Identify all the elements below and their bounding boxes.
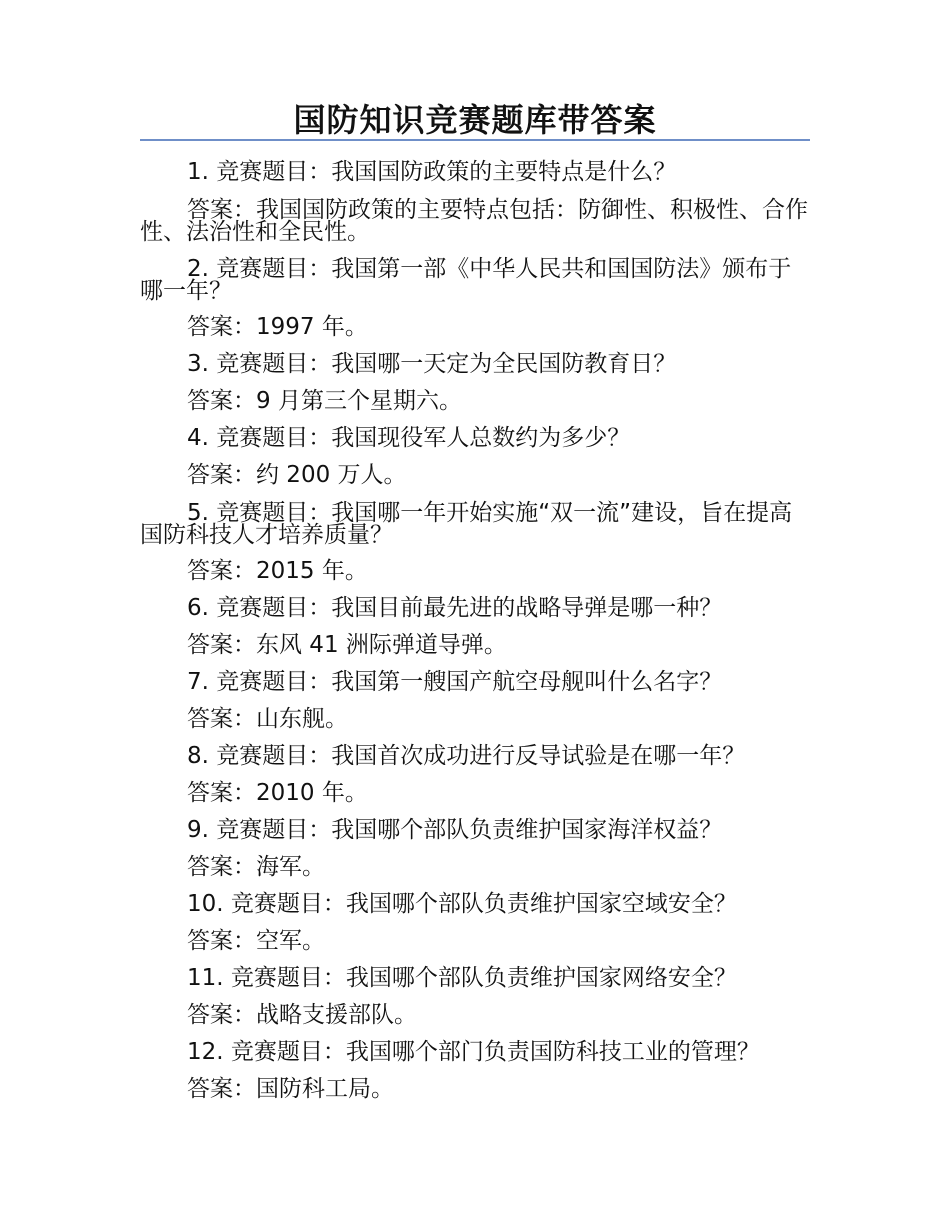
question-10: 10. 竞赛题目：我国哪个部队负责维护国家空域安全？ [187,891,737,917]
answer-7: 答案：山东舰。 [187,706,348,732]
question-3: 3. 竞赛题目：我国哪一天定为全民国防教育日？ [187,351,677,377]
document-title: 国防知识竞赛题库带答案 [293,101,657,139]
answer-12: 答案：国防科工局。 [187,1076,394,1102]
question-9: 9. 竞赛题目：我国哪个部队负责维护国家海洋权益？ [187,817,723,843]
answer-4: 答案：约 200 万人。 [187,462,407,488]
question-7: 7. 竞赛题目：我国第一艘国产航空母舰叫什么名字？ [187,669,723,695]
answer-10: 答案：空军。 [187,928,325,954]
answer-3: 答案：9 月第三个星期六。 [187,388,462,414]
question-5: 5. 竞赛题目：我国哪一年开始实施“双一流”建设，旨在提高国防科技人才培养质量？ [140,500,793,548]
question-8: 8. 竞赛题目：我国首次成功进行反导试验是在哪一年？ [187,743,746,769]
qa-list [140,154,810,1108]
question-2: 2. 竞赛题目：我国第一部《中华人民共和国国防法》颁布于哪一年？ [140,256,792,304]
question-1: 1. 竞赛题目：我国国防政策的主要特点是什么？ [187,159,677,185]
question-11: 11. 竞赛题目：我国哪个部队负责维护国家网络安全？ [187,965,737,991]
question-4: 4. 竞赛题目：我国现役军人总数约为多少？ [187,425,631,451]
title-underline [140,139,810,141]
answer-5: 答案：2015 年。 [187,558,368,584]
answer-1: 答案：我国国防政策的主要特点包括：防御性、积极性、合作性、法治性和全民性。 [140,197,808,245]
answer-9: 答案：海军。 [187,854,325,880]
answer-2: 答案：1997 年。 [187,314,368,340]
answer-8: 答案：2010 年。 [187,780,368,806]
answer-11: 答案：战略支援部队。 [187,1002,417,1028]
answer-6: 答案：东风 41 洲际弹道导弹。 [187,632,507,658]
question-12: 12. 竞赛题目：我国哪个部门负责国防科技工业的管理？ [187,1039,760,1065]
question-6: 6. 竞赛题目：我国目前最先进的战略导弹是哪一种？ [187,595,723,621]
